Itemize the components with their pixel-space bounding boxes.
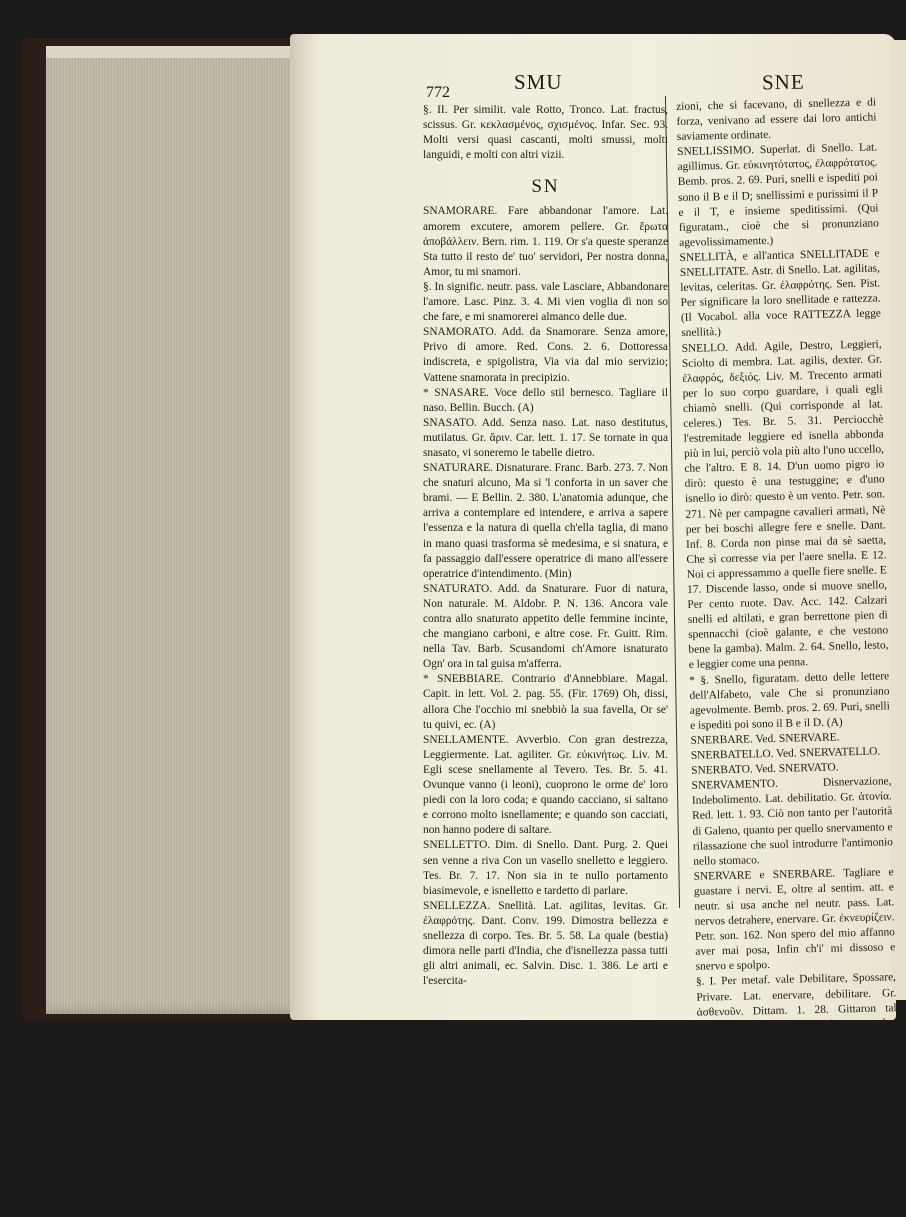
- dictionary-entry: SNATURATO. Add. da Snaturare. Fuor di natura, Non naturale. M. Aldobr. P. N. 136. Ancora vale contra allo snaturato appetito delle femmine incinte, che mangiano carboni, e altre cose. Fr. Guitt. Rim. nella Tav. Barb. Scusandomi ch'Amore isnaturato Ogn' ora in tal guisa m'afferra.: [423, 582, 668, 671]
- dictionary-entry: SNERBATO. Ved. SNERVATO.: [691, 761, 839, 777]
- dictionary-entry: * §. Snello, figuratam. detto delle lettere dell'Alfabeto, vale Che si pronunziano agevolmente. Bemb. pros. 2. 69. Puri, snelli e ispediti poi sono il B e il D. (A): [689, 669, 890, 732]
- dictionary-entry: SNELLEZZA. Snellità. Lat. agilitas, levitas. Gr. ἐλαφρότης. Dant. Conv. 199. Dimostra bellezza e snellezza di corpo. Tes. Br. 5. 58. La quale (bestia) dimora nelle parti d'India, che d'isnellezza passa tutti gli altri animali, ec. Salvin. Disc. 1. 386. Le arti e l'esercita-: [423, 899, 668, 988]
- dictionary-entry: §. I. Per metaf. vale Debilitare, Spossare, Privare. Lat. enervare, debilitare. Gr. ἀσθενοῦν. Dittam. 1. 28. Gittaron tal morso, Che dell sei il tre di vita snerbo. Dant. rim. pag. 99. (Zane 1731) E d'indi si dipigne la fantasia, la qual mi spolpa e snerba. Fiorenz. cosa onesta esser acerba. Bemb. Asol. 1. 55. Questo pianto avrebbe per sè solo in tanto isnervati e infieboliti i legamenti della mia vita ec., che io mi sarei morto. Dep. Decam. 114. Come si dice snervare e spolpare ec., per lasciar via, e privar di forza. Car. lett. 2. 55. Altri dicono ch'io la guasto, e che la snervo, i quali done la veemenza delle riprensioni, e l'acerbità delle burle.: [695, 971, 901, 1215]
- page-edges: [46, 46, 308, 1014]
- running-head-right: SNE: [761, 69, 805, 95]
- facing-page-edge: [891, 40, 906, 1000]
- dictionary-entry: SNERBATELLO. Ved. SNERVATELLO.: [690, 745, 881, 762]
- column-left: [423, 103, 668, 989]
- dictionary-entry: SNAMORARE. Fare abbandonar l'amore. Lat. amorem excutere, amorem pellere. Gr. ἔρωτα ἀποβάλλειν. Bern. rim. 1. 119. Or s'a queste speranze Sta tutto il resto de' tuo' servidori, Per nostra donna, Amor, tu mi snamori.: [423, 205, 668, 278]
- running-head-left: SMU: [514, 70, 563, 94]
- dictionary-entry: zioni, che si facevano, di snellezza e di forza, venivano ad essere dai loro antichi saviamente ordinate.: [676, 96, 877, 144]
- page-number: 772: [426, 84, 450, 101]
- dictionary-entry: * SNEBBIARE. Contrario d'Annebbiare. Magal. Capit. in lett. Vol. 2. pag. 55. (Fir. 1769) Oh, dissi, allora Che l'occhio mi snebbiò la sua favella, Or se' tu quivi, ec. (A): [423, 673, 668, 731]
- dictionary-entry: SNELLITÀ, e all'antica SNELLITADE e SNELLITATE. Astr. di Snello. Lat. agilitas, levitas, celeritas. Gr. ἐλαφρότης. Sen. Pist. Per significare la loro snellitade e rattezza. (Il Vocabol. alla voce RATTEZZA legge snellità.): [679, 247, 882, 340]
- dictionary-entry: SNERVARE e SNERBARE. Tagliare e guastare i nervi. E, oltre al sentim. att. e neutr. si usa anche nel neutr. pass. Lat. nervos detrahere, enervare. Gr. ἐκνευρίζειν. Petr. son. 162. Non spero del mio affanno aver mai posa, Infin ch'i' mi dissoso e snervo e spolpo.: [693, 866, 896, 974]
- dictionary-entry: SNELLAMENTE. Avverbio. Con gran destrezza, Leggiermente. Lat. agiliter. Gr. εὐκινήτως. Liv. M. Egli scese snellamente al Tevero. Tes. Br. 5. 41. Ovunque vanno (i leoni), cuoprono le orme de' loro piedi con la loro coda; e quando cacciano, si saltano e corrono molto isnellamente; e quando son cacciati, non hanno podere di saltare.: [423, 733, 668, 837]
- dictionary-entry: * SNASARE. Voce dello stil bernesco. Tagliare il naso. Bellin. Bucch. (A): [423, 386, 668, 414]
- dictionary-entry: SNERBARE. Ved. SNERVARE.: [690, 731, 840, 747]
- dictionary-entry: SNELLO. Add. Agile, Destro, Leggieri, Sciolto di membra. Lat. agilis, dexter. Gr. ἐλαφρός, δεξιός. Liv. M. Trecento armati per lo suo corpo guardare, i quali egli chiamò snelli. (Qui corrisponde al lat. celeres.) Tes. Br. 5. 31. Perciocchè l'estremitade leggiere ed isnella abbonda più in lui, perciò vola più alto l'uno uccello, che l'altro. E 8. 14. D'un uomo pigro io dirò: questo è una testuggine; e d'uno isnello io dirò: questo è un vento. Petr. son. 271. Nè per campagne cavalieri armati, Nè per bei boschi allegre fere e snelle. Dant. Inf. 8. Corda non pinse mai da sè saetta, Che sì corresse via per l'aere snella. E 12. Noi ci appressammo a quelle fiere snelle. E 17. Discende lasso, onde si muove snello, Per cento ruote. Dav. Acc. 142. Calzari snelli ed altilati, e gran berrettone pien di spennacchi (cioè galante, e che vestono bene la gamba). Malm. 2. 64. Snello, lesto, e leggier come una penna.: [681, 337, 889, 672]
- dictionary-entry: SNELLISSIMO. Superlat. di Snello. Lat. agillimus. Gr. εὐκινητότατος, ἐλαφρότατος. Bemb. pros. 2. 69. Puri, snelli e ispediti poi sono il B e il D; snellissimi e purissimi il P e il T, e insieme speditissimi. (Qui figuratam., cioè che si pronunziano agevolissimamente.): [677, 141, 879, 249]
- dictionary-entry: SNASATO. Add. Senza naso. Lat. naso destitutus, mutilatus. Gr. ἄριν. Car. lett. 1. 17. Se tornate in qua snasato, vi soneremo le tabelle dietro.: [423, 416, 668, 459]
- dictionary-entry: SNELLETTO. Dim. di Snello. Dant. Purg. 2. Quei sen venne a riva Con un vasello snelletto e leggiero. Tes. Br. 7. 17. Non sia in te nullo portamento biasimevole, e isnelletto e tardetto di parlare.: [423, 839, 668, 897]
- section-heading: SN: [531, 176, 560, 198]
- dictionary-entry: SNAMORATO. Add. da Snamorare. Senza amore, Privo di amore. Red. Cons. 2. 6. Dottoressa indiscreta, e spigolistra, Via via dal mio servizio; Vattene snamorata in precipizio.: [423, 326, 668, 384]
- dictionary-entry: SNATURARE. Disnaturare. Franc. Barb. 273. 7. Non che snaturi alcuno, Ma si 'l conforta in un saver che brami. — E Bellin. 2. 380. L'anatomia adunque, che arriva a contemplare ed intendere, e arriva a sapere l'essenza e la natura di quella ch'ella taglia, di mano in mano quasi trasforma sè medesima, e si snatura, e fa passaggio dall'essere operatrice di mano all'essere operatrice d'intendimento. (Min): [423, 462, 668, 580]
- dictionary-entry: SNERVAMENTO. Disnervazione, Indebolimento. Lat. debilitatio. Gr. ἀτονία. Red. lett. 1. 93. Ciò non tanto per l'autorità di Galeno, quanto per quello snervamento e rilassazione che suol introdurre l'antimonio nello stomaco.: [691, 775, 894, 868]
- dictionary-entry: §. In signific. neutr. pass. vale Lasciare, Abbandonare l'amore. Lasc. Pinz. 3. 4. Mi vien voglia di non so che fare, e mi snamorerei almanco delle due.: [423, 280, 668, 324]
- column-right: [676, 95, 901, 1216]
- entry-intro: §. II. Per similit. vale Rotto, Tronco. Lat. fractus, scissus. Gr. κεκλασμένος, σχισμένος. Infar. Sec. 93. Molti versi quasi cascanti, molti smussi, molti languidi, e molti con altri vizii.: [423, 104, 668, 162]
- page-edges-top: [46, 46, 308, 58]
